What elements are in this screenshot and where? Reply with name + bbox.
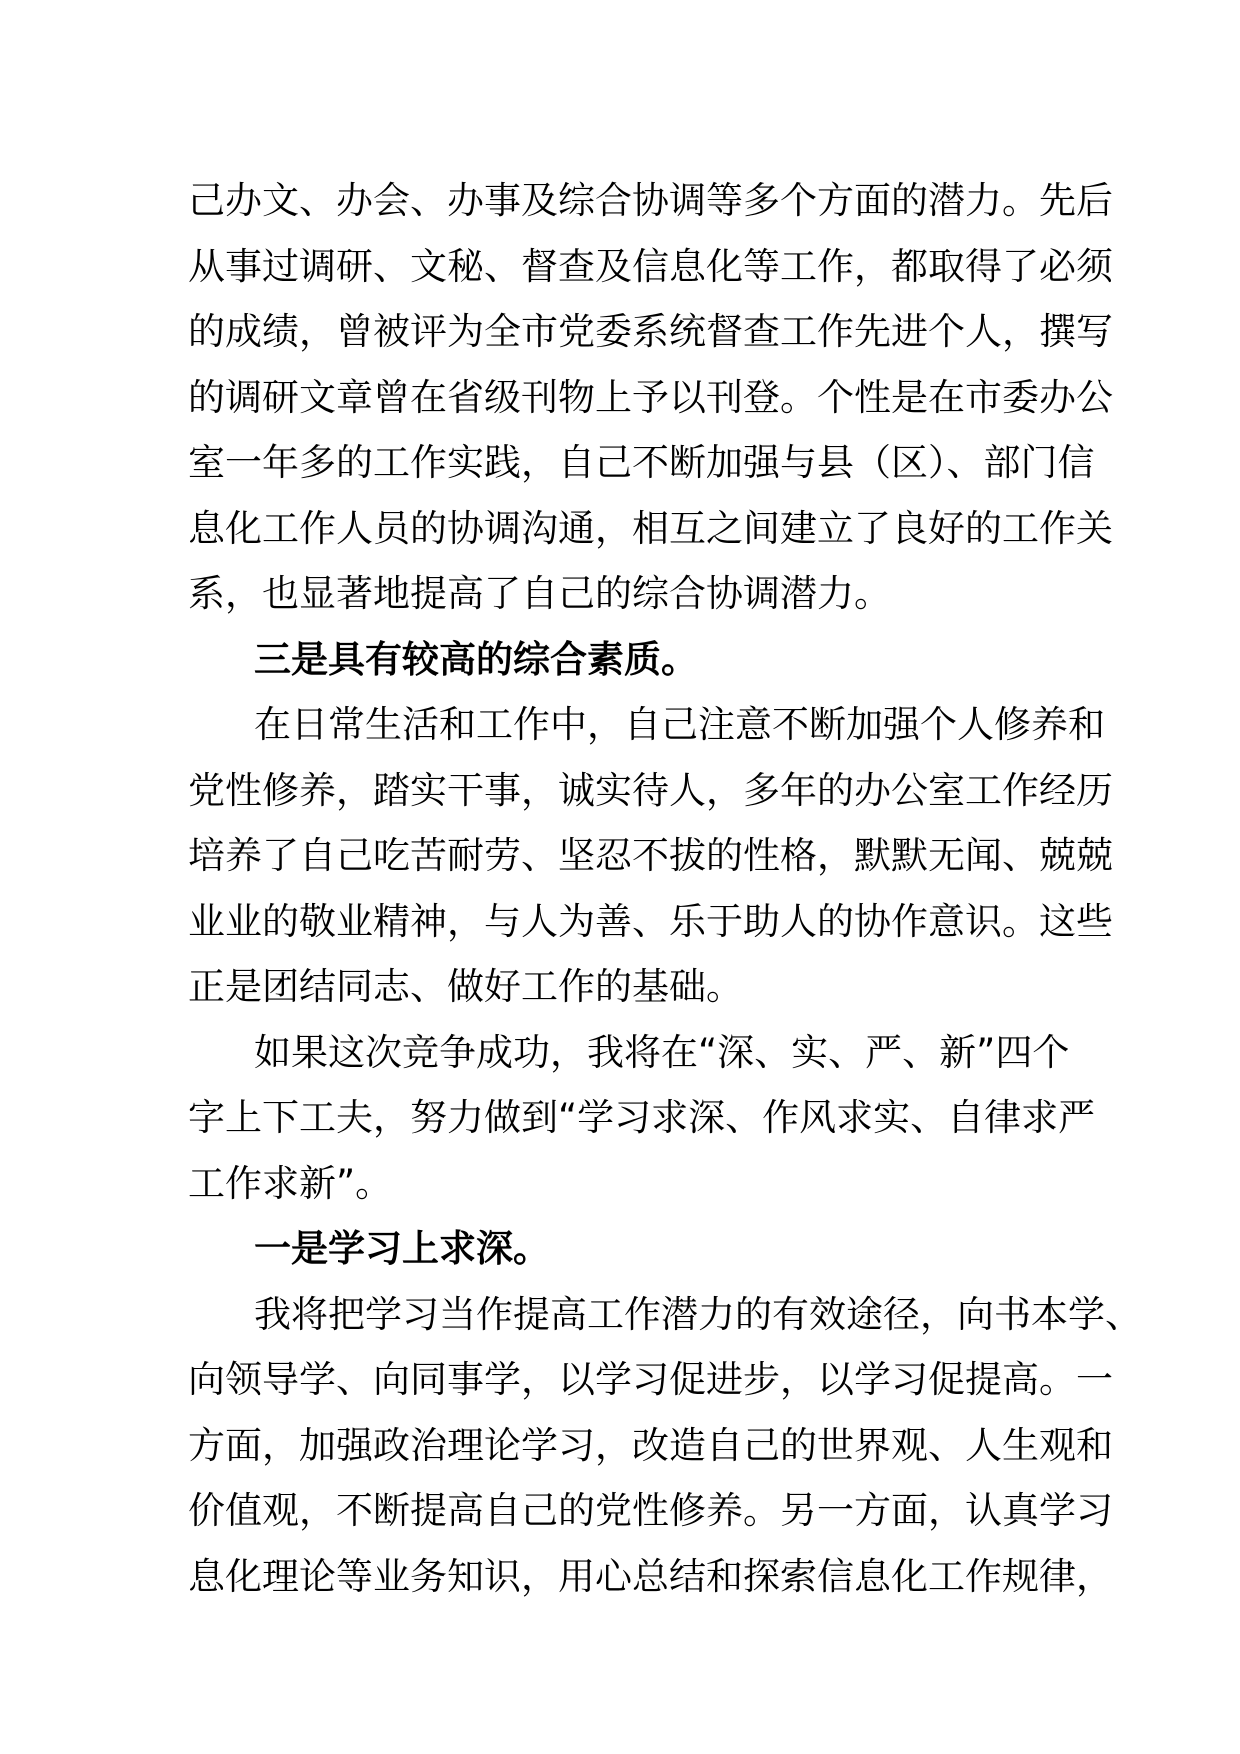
section-heading: 一是学习上求深。	[254, 1227, 550, 1270]
text-line: 我将把学习当作提高工作潜力的有效途径，向书本学、	[254, 1292, 1142, 1336]
text-line: 业业的敬业精神，与人为善、乐于助人的协作意识。这些	[188, 899, 1113, 943]
text-line: 党性修养，踏实干事，诚实待人，多年的办公室工作经历	[188, 768, 1113, 812]
text-line: 价值观，不断提高自己的党性修养。另一方面，认真学习	[188, 1489, 1113, 1532]
text-line: 正是团结同志、做好工作的基础。	[188, 965, 743, 1008]
text-line: 己办文、办会、办事及综合协调等多个方面的潜力。先后	[188, 179, 1113, 222]
text-line: 的成绩，曾被评为全市党委系统督查工作先进个人，撰写	[188, 310, 1113, 353]
text-line: 培养了自己吃苦耐劳、坚忍不拔的性格，默默无闻、兢兢	[188, 834, 1113, 877]
text-line: 的调研文章曾在省级刊物上予以刊登。个性是在市委办公	[188, 375, 1113, 419]
document-body	[188, 168, 1142, 1609]
text-line: 室一年多的工作实践，自己不断加强与县（区）、部门信	[188, 441, 1095, 484]
text-line: 如果这次竞争成功，我将在“深、实、严、新”四个	[254, 1030, 1070, 1074]
text-line: 从事过调研、文秘、督查及信息化等工作，都取得了必须	[188, 244, 1113, 288]
text-line: 方面，加强政治理论学习，改造自己的世界观、人生观和	[188, 1423, 1113, 1467]
text-line: 系，也显著地提高了自己的综合协调潜力。	[188, 572, 891, 615]
text-line: 息化理论等业务知识，用心总结和探索信息化工作规律，	[188, 1554, 1113, 1598]
text-line: 在日常生活和工作中，自己注意不断加强个人修养和	[254, 703, 1105, 746]
text-line: 向领导学、向同事学，以学习促进步，以学习促提高。一	[188, 1358, 1113, 1401]
text-line: 息化工作人员的协调沟通，相互之间建立了良好的工作关	[188, 506, 1113, 550]
section-heading: 三是具有较高的综合素质。	[254, 637, 698, 681]
text-line: 字上下工夫，努力做到“学习求深、作风求实、自律求严	[188, 1096, 1096, 1139]
text-line: 工作求新”。	[188, 1161, 393, 1205]
